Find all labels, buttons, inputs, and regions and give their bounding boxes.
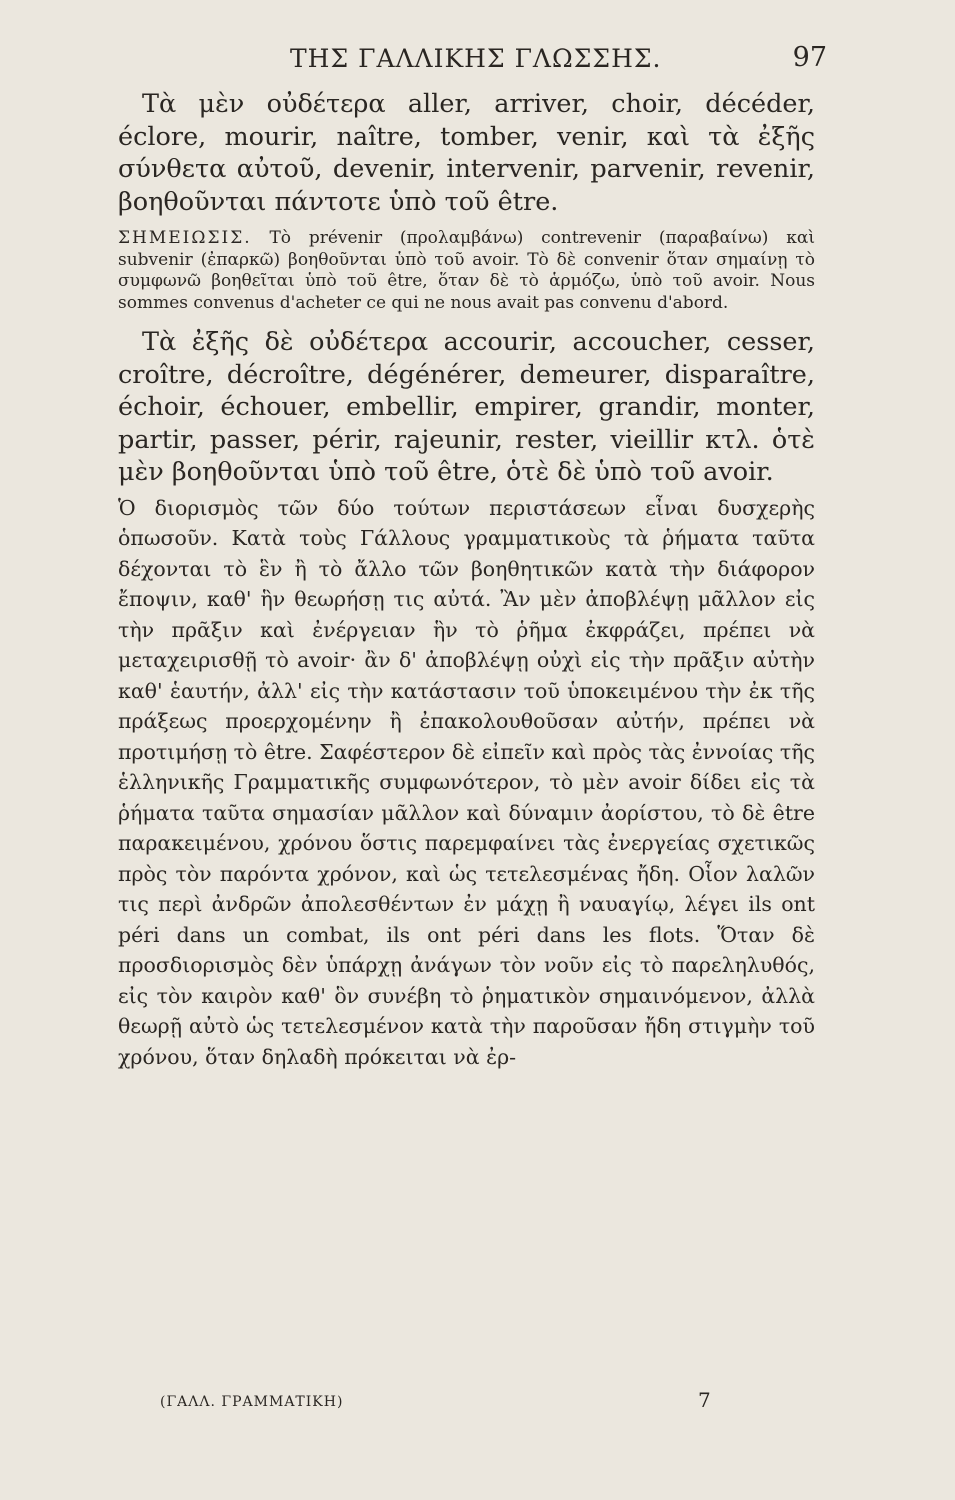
paragraph-2: Τὰ ἐξῆς δὲ οὐδέτερα accourir, accoucher, cesser, croître, décroître, dégénérer, demeurer, disparaître, échoir, échouer, embellir, empirer, grandir, monter, partir, passer, périr, rajeunir, rester, vieillir κτλ. ὁτὲ μὲν βοηθοῦνται ὑπὸ τοῦ être, ὁτὲ δὲ ὑπὸ τοῦ avoir. [118, 327, 815, 487]
page-header [118, 36, 827, 88]
paragraph-1: Τὰ μὲν οὐδέτερα aller, arriver, choir, décéder, éclore, mourir, naître, tomber, venir, καὶ τὰ ἐξῆς σύνθετα αὐτοῦ, devenir, intervenir, parvenir, revenir, βοηθοῦνται πάντοτε ὑπὸ τοῦ être. [118, 89, 815, 217]
page-number: 97 [792, 42, 827, 73]
footer-book-label: (ΓΑΛΛ. ΓΡΑΜΜΑΤΙΚΗ) [160, 1394, 344, 1410]
footer-signature: 7 [698, 1388, 711, 1412]
note-label: ΣΗΜΕΙΩΣΙΣ. [118, 228, 252, 248]
note-text: Τὸ prévenir (προλαμβάνω) contrevenir (παραβαίνω) καὶ subvenir (ἐπαρκῶ) βοηθοῦνται ὑπὸ τοῦ avoir. Τὸ δὲ convenir ὅταν σημαίνῃ τὸ συμφωνῶ βοηθεῖται ὑπὸ τοῦ être, ὅταν δὲ τὸ ἁρμόζω, ὑπὸ τοῦ avoir. Nous sommes convenus d'acheter ce qui ne nous avait pas convenu d'abord. [118, 228, 816, 313]
note [118, 228, 815, 314]
paragraph-3: Ὁ διορισμὸς τῶν δύο τούτων περιστάσεων εἶναι δυσχερὴς ὁπωσοῦν. Κατὰ τοὺς Γάλλους γραμματικοὺς τὰ ῥήματα ταῦτα δέχονται τὸ ἓν ἢ τὸ ἄλλο τῶν βοηθητικῶν κατὰ τὴν διάφορον ἔποψιν, καθ' ἣν θεωρήσῃ τις αὐτά. Ἂν μὲν ἀποβλέψῃ μᾶλλον εἰς τὴν πρᾶξιν καὶ ἐνέργειαν ἣν τὸ ῥῆμα ἐκφράζει, πρέπει νὰ μεταχειρισθῇ τὸ avoir· ἂν δ' ἀποβλέψῃ οὐχὶ εἰς τὴν πρᾶξιν αὐτὴν καθ' ἑαυτήν, ἀλλ' εἰς τὴν κατάστασιν τοῦ ὑποκειμένου τὴν ἐκ τῆς πράξεως προερχομένην ἢ ἐπακολουθοῦσαν αὐτήν, πρέπει νὰ προτιμήσῃ τὸ être. Σαφέστερον δὲ εἰπεῖν καὶ πρὸς τὰς ἐννοίας τῆς ἑλληνικῆς Γραμματικῆς συμφωνότερον, τὸ μὲν avoir δίδει εἰς τὰ ῥήματα ταῦτα σημασίαν μᾶλλον καὶ δύναμιν ἀορίστου, τὸ δὲ être παρακειμένου, χρόνου ὅστις παρεμφαίνει τὰς ἐνεργείας σχετικῶς πρὸς τὸν παρόντα χρόνον, καὶ ὡς τετελεσμένας ἤδη. Οἷον λαλῶν τις περὶ ἀνδρῶν ἀπολεσθέντων ἐν μάχῃ ἢ ναυαγίῳ, λέγει ils ont péri dans un combat, ils ont péri dans les flots. Ὅταν δὲ προσδιορισμὸς δὲν ὑπάρχῃ ἀνάγων τὸν νοῦν εἰς τὸ παρεληλυθός, εἰς τὸν καιρὸν καθ' ὃν συνέβη τὸ ῥηματικὸν σημαινόμενον, ἀλλὰ θεωρῇ αὐτὸ ὡς τετελεσμένον κατὰ τὴν παροῦσαν ἤδη στιγμὴν τοῦ χρόνου, ὅταν δηλαδὴ πρόκειται νὰ ἐρ- [118, 495, 815, 1069]
running-head: ΤΗΣ ΓΑΛΛΙΚΗΣ ΓΛΩΣΣΗΣ. [290, 44, 662, 73]
